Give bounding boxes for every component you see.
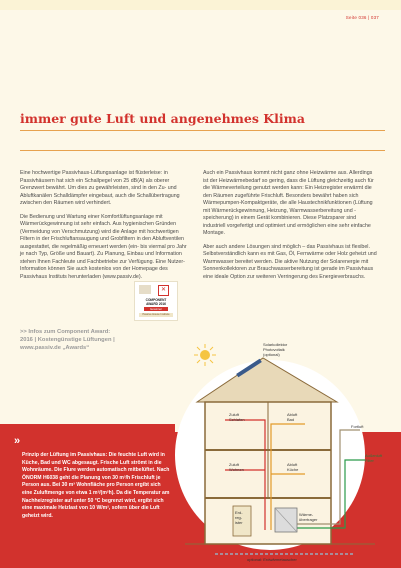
label-exhaust: Abluft: [287, 462, 298, 467]
sun-icon: [194, 344, 216, 366]
label-solar: Solarkollektor: [263, 342, 288, 347]
logo-subtitle: Passive House Institute: [139, 313, 173, 317]
paragraph: Auch ein Passivhaus kommt nicht ganz ohne Heizwärme aus. Allerdings ist der Heizwärmebedarf so gering, dass die Lüftung gleichzeitig auch für die Wärmeverteilung genutzt werden kann: Ein Heizregister erwärmt die den Räumen zugeführte Frischluft. Besonders bewährt haben sich Wärmepumpen-Kompaktgeräte, die alle Haustechnikfunktionen (Lüftung mit Wärmerückgewinnung, Heizung, Warmwasserbereitung und -speicherung) in einem Gerät kombinieren. Diese Platzsparer sind industriell vorgefertigt und optimiert und ermöglichen eine sehr einfache Montage.: [203, 170, 374, 236]
label-living: Wohnen: [229, 467, 244, 472]
label-photovoltaic: Photovoltaik: [263, 347, 285, 352]
label-outdoor-air: Außenluft: [365, 453, 383, 458]
paragraph: Die Bedienung und Wartung einer Komfortlüftungsanlage mit Wärmerückgewinnung ist sehr einfach. Aus hygienischen Gründen (Vermeidung von Verschmutzung) wird die Anlage mit hochwertigen Filtern in der Frischluftansaugung und Grobfiltern in den Abluftventilen ausgestattet, die regelmäßig erneuert werden (ein- bis viermal pro Jahr je nach Typ, Größe und Bauart). Zu Planung, Einbau und Information stehen Ihnen Fachleute und Fachbetriebe zur Verfügung. Eine Nutzer-Information können Sie auch kostenlos von der Homepage des Passivhaus Instituts herunterladen (www.passiv.de).: [20, 213, 187, 280]
label-ground-register-3: ister: [235, 520, 243, 525]
label-kitchen: Küche: [287, 467, 299, 472]
component-award-logo: [134, 281, 178, 321]
paragraph: Aber auch andere Lösungen sind möglich – das Passivhaus ist flexibel. Selbstverständlich kann es mit Gas, Öl, Fernwärme oder Holz geheizt und Warmwasser bereitet werden. Die aktive Nutzung der Solarenergie mit Sonnenkollektoren zur Brauchwasserbereitung ist gerade im Passivhaus eine ideale Option zur weiteren Verringerung des Energieverbrauchs.: [203, 243, 377, 280]
label-heat-recovery: Wärme-: [299, 512, 314, 517]
label-ground-register-2: reg-: [235, 515, 243, 520]
label-bedroom: Schlafen: [229, 417, 245, 422]
title-divider: [20, 130, 385, 131]
column-right: [203, 170, 379, 287]
label-supply: Zuluft: [229, 412, 240, 417]
label-bath: Bad: [287, 417, 295, 422]
column-left: [20, 170, 188, 287]
article-title: immer gute Luft und angenehmes Klima: [20, 111, 305, 126]
info-box-text: Prinzip der Lüftung im Passivhaus: Die feuchte Luft wird in Küche, Bad und WC abgesaugt. Frische Luft strömt in die Wohnräume. Die Flure werden automatisch mitbelüftet. Nach ÖNORM H6038 geht die Planung von 30 m³/h Frischluft je Person aus. Bei 30 m³ Wohnfläche pro Person ergibt sich eine Zuluftmenge von etwa 1 m³/(m²h). Da die Temperatur am Nachheizregister auf unter 50 °C begrenzt wird, ergibt sich eine maximale Heizlast von 10 W/m², sofern über die Luft geheizt wird.: [22, 452, 170, 519]
label-optional: (optional): [263, 352, 280, 357]
logo-text: COMPONENT AWARD 2016: [145, 298, 167, 306]
label-exhaust-air: Fortluft: [351, 424, 364, 429]
label-filter: Filter: [365, 458, 374, 463]
label-ground-duct: optional: Erdwärmetauscher: [247, 557, 297, 562]
section-divider: [20, 150, 385, 151]
logo-badge-icon: ✕: [158, 285, 169, 296]
award-link[interactable]: www.passiv.de „Awards“: [20, 345, 90, 351]
label-ground-register: Erd-: [235, 510, 243, 515]
label-heat-recovery-2: übertrager: [299, 517, 318, 522]
label-exhaust: Abluft: [287, 412, 298, 417]
paragraph: Eine hochwertige Passivhaus-Lüftungsanlage ist flüsterleise: in Passivhäusern hat sich ein Schallpegel von 25 dB(A) als oberer Grenzwert bewährt. Um dies zu gewährleisten, sind in den Zu- und Abluftkanälen Schalldämpfer eingebaut, auch die Schallübertragung zwischen den Räumen wird verhindert.: [20, 170, 180, 206]
logo-house-icon: [139, 285, 151, 294]
roof: [197, 358, 337, 402]
page-number: Seite 036 | 037: [345, 15, 379, 20]
award-info: >> Infos zum Component Award: 2016 | Kostengünstige Lüftungen | www.passiv.de „Awards“: [20, 329, 115, 351]
logo-winner-badge: Gewinner: [144, 307, 168, 311]
top-bar: [0, 0, 401, 10]
label-supply: Zuluft: [229, 462, 240, 467]
ventilation-diagram: [175, 340, 401, 568]
chevron-right-icon: »: [14, 435, 21, 447]
